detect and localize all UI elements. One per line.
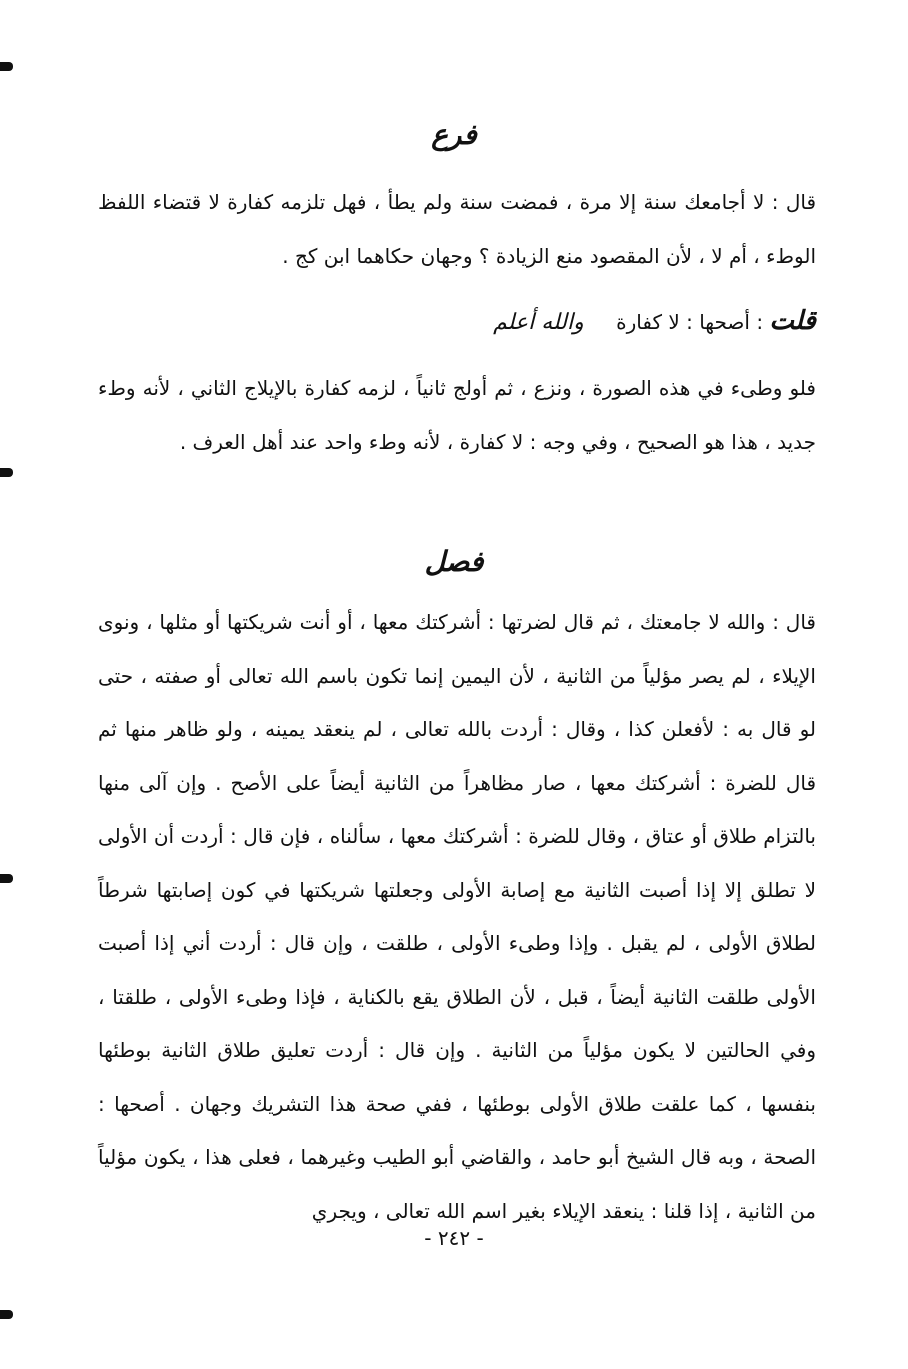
qult-remark — [98, 296, 816, 348]
qult-text: : أصحها : لا كفارة — [616, 310, 764, 334]
binding-edge-mark — [0, 62, 13, 71]
qult-closing: والله أعلم — [493, 310, 584, 335]
section-heading-far: فرع — [431, 118, 477, 151]
qult-label: قلت — [769, 306, 816, 336]
section-heading-fasl: فصل — [424, 545, 484, 578]
page-number: - ٢٤٢ - — [424, 1226, 484, 1250]
binding-edge-mark — [0, 874, 13, 883]
binding-edge-mark — [0, 468, 13, 477]
binding-edge-mark — [0, 1310, 13, 1319]
paragraph-3: قال : والله لا جامعتك ، ثم قال لضرتها : أشركتك معها ، أو أنت شريكتها أو مثلها ، ونوى الإيلاء ، لم يصر مؤلياً من الثانية ، لأن اليمين إنما تكون باسم الله تعالى أو صفته ، حتى لو قال به : لأفعلن كذا ، وقال : أردت بالله تعالى ، لم ينعقد يمينه ، ولو ظاهر منها ثم قال للضرة : أشركتك معها ، صار مظاهراً من الثانية أيضاً على الأصح . وإن آلى منها بالتزام طلاق أو عتاق ، وقال للضرة : أشركتك معها ، سألناه ، فإن قال : أردت أن الأولى لا تطلق إلا إذا أصبت الثانية مع إصابة الأولى وجعلتها شريكتها في كون إصابتها شرطاً لطلاق الأولى ، لم يقبل . وإذا وطىء الأولى ، طلقت ، وإن قال : أردت أني إذا أصبت الأولى طلقت الثانية أيضاً ، قبل ، لأن الطلاق يقع بالكناية ، فإذا وطىء الأولى ، طلقتا ، وفي الحالتين لا يكون مؤلياً من الثانية . وإن قال : أردت تعليق طلاق الثانية بوطئها بنفسها ، كما علقت طلاق الأولى بوطئها ، ففي صحة هذا التشريك وجهان . أصحها : الصحة ، وبه قال الشيخ أبو حامد ، والقاضي أبو الطيب وغيرهما ، فعلى هذا ، يكون مؤلياً من الثانية ، إذا قلنا : ينعقد الإيلاء بغير اسم الله تعالى ، ويجري — [98, 610, 816, 1223]
paragraph-2: فلو وطىء في هذه الصورة ، ونزع ، ثم أولج ثانياً ، لزمه كفارة بالإيلاج الثاني ، لأنه وطء جديد ، هذا هو الصحيح ، وفي وجه : لا كفارة ، لأنه وطء واحد عند أهل العرف . — [98, 376, 816, 454]
paragraph-1: قال : لا أجامعك سنة إلا مرة ، فمضت سنة ولم يطأ ، فهل تلزمه كفارة لا قتضاء اللفظ الوطء ، أم لا ، لأن المقصود منع الزيادة ؟ وجهان حكاهما ابن كج . — [98, 190, 816, 268]
